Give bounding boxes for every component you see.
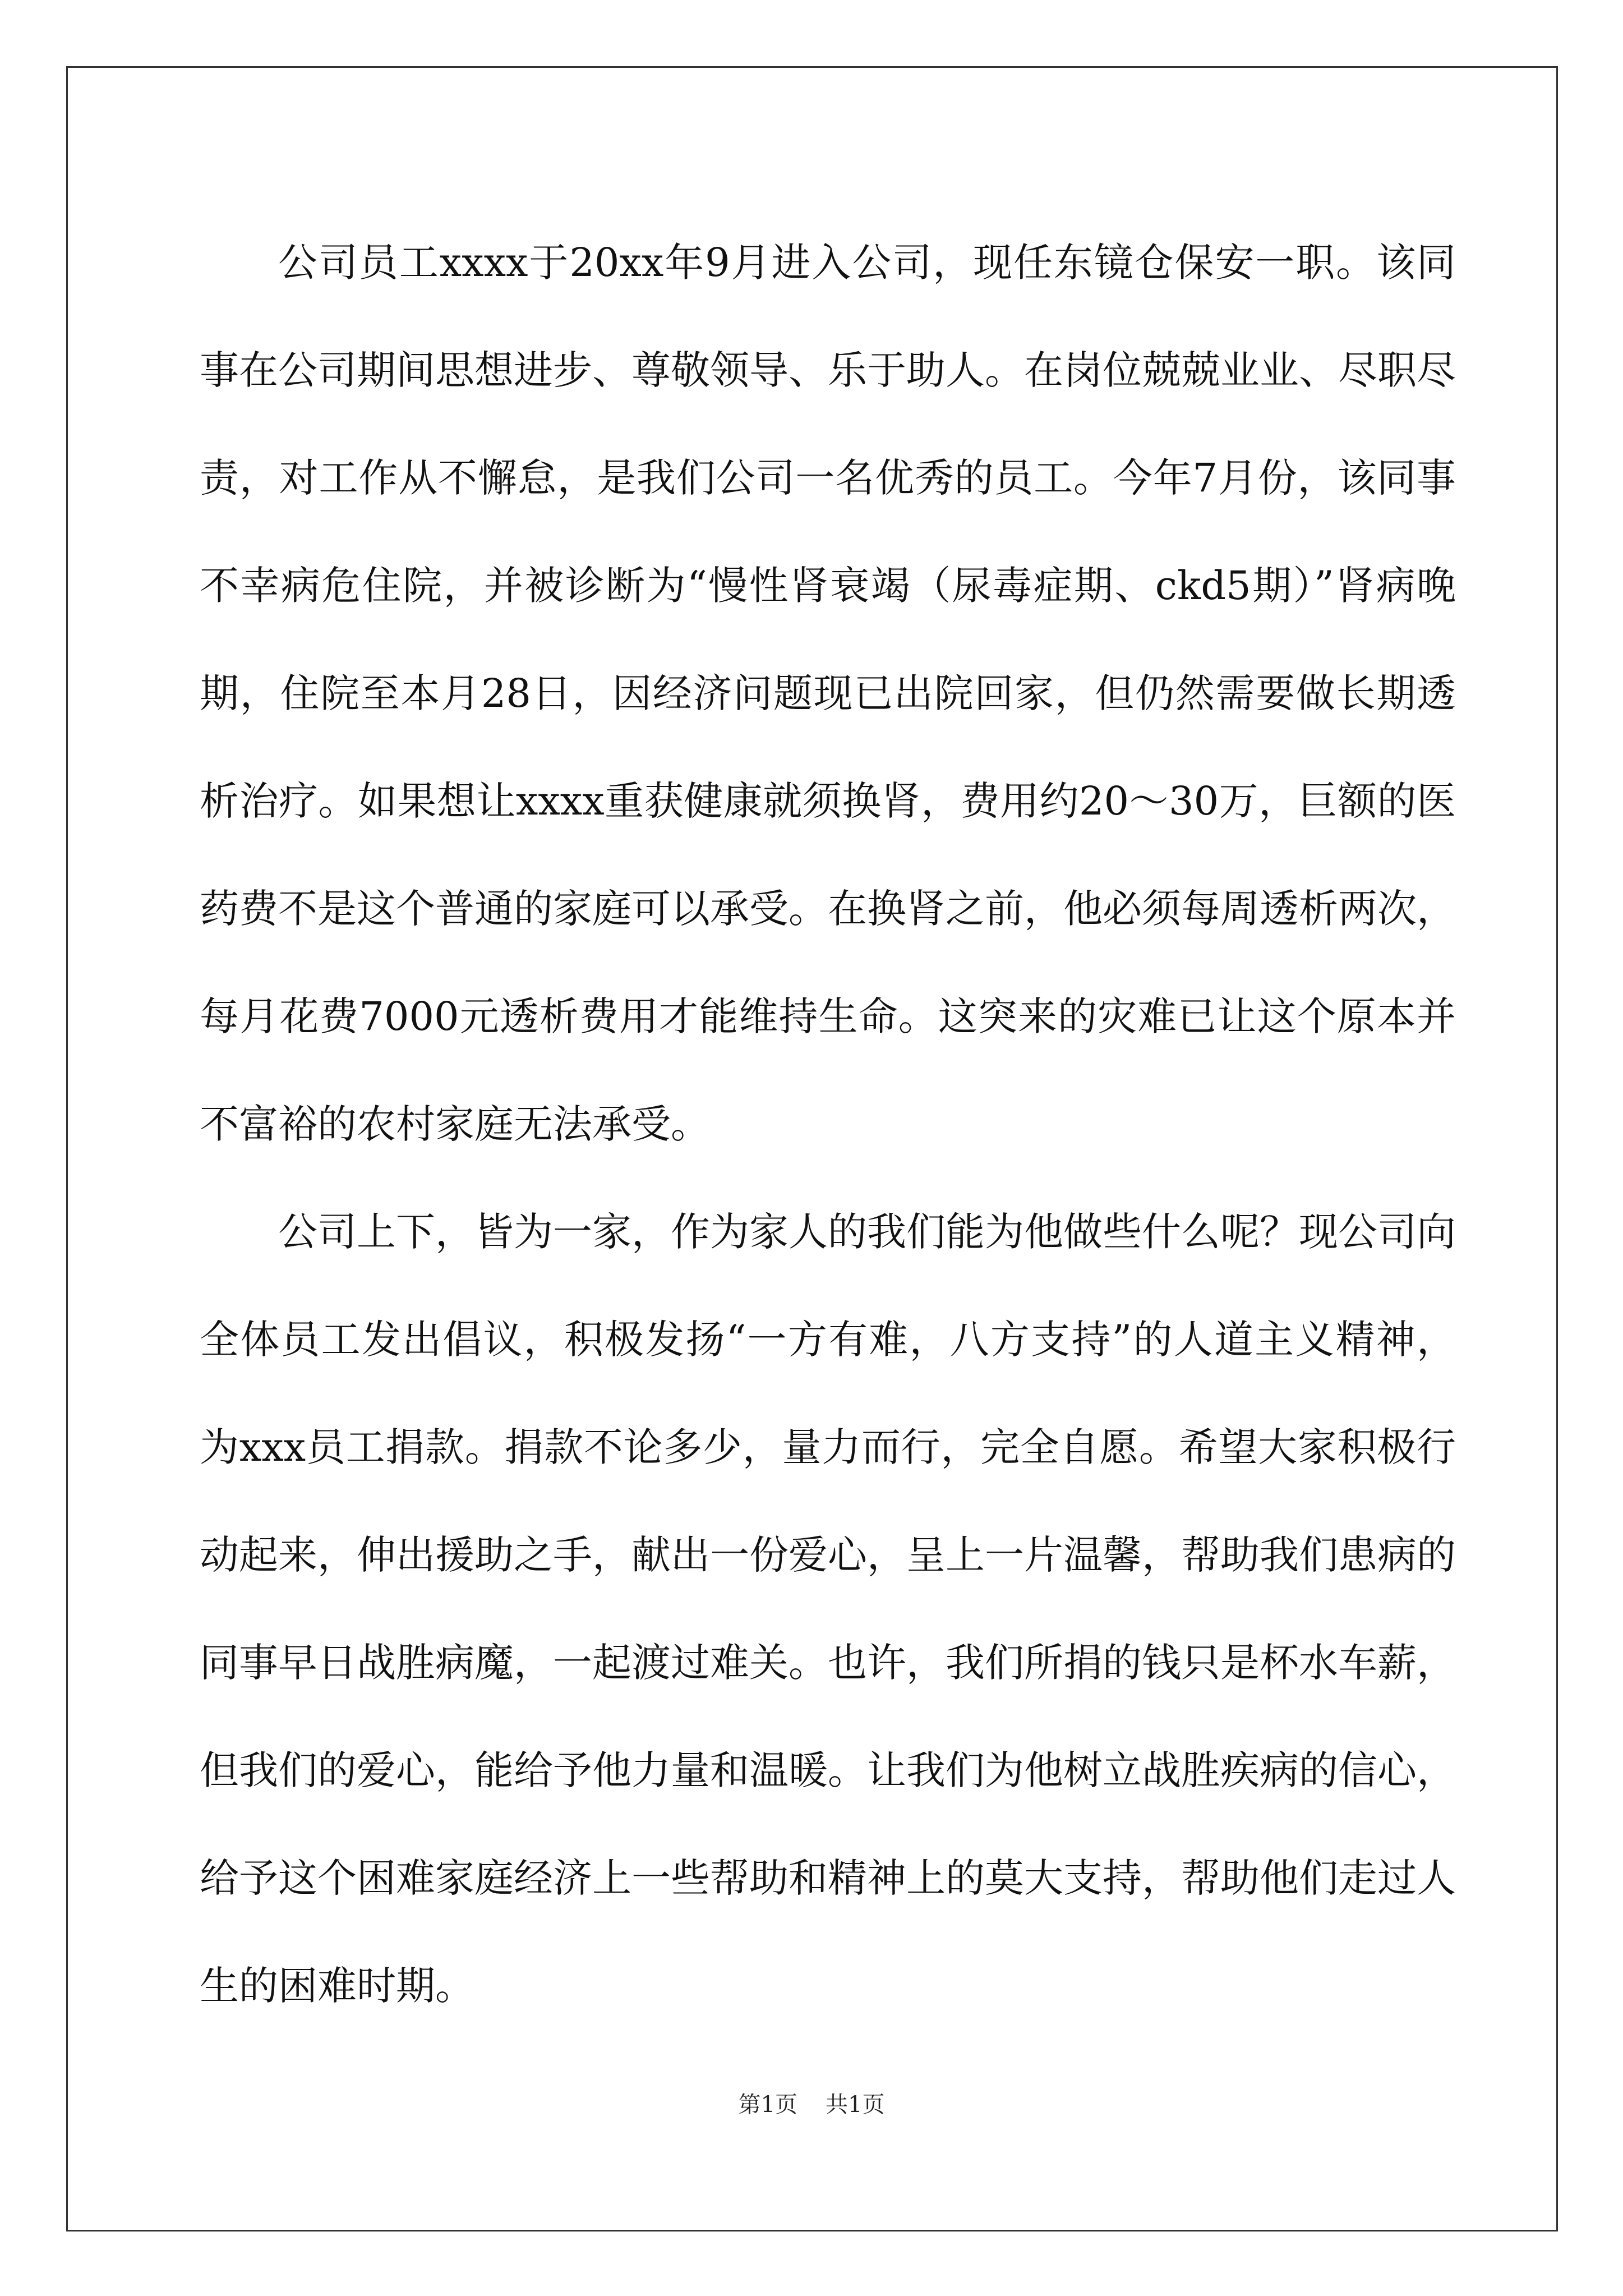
document-body: [200, 209, 1456, 2040]
paragraph-1: 公司员工xxxx于20xx年9月进入公司，现任东镜仓保安一职。该同事在公司期间思想进步、尊敬领导、乐于助人。在岗位兢兢业业、尽职尽责，对工作从不懈怠，是我们公司一名优秀的员工。今年7月份，该同事不幸病危住院，并被诊断为“慢性肾衰竭（尿毒症期、ckd5期）”肾病晚期，住院至本月28日，因经济问题现已出院回家，但仍然需要做长期透析治疗。如果想让xxxx重获健康就须换肾，费用约20～30万，巨额的医药费不是这个普通的家庭可以承受。在换肾之前，他必须每周透析两次，每月花费7000元透析费用才能维持生命。这突来的灾难已让这个原本并不富裕的农村家庭无法承受。: [200, 240, 1456, 1147]
page-total: 共1页: [826, 2092, 885, 2118]
page-footer: [0, 2088, 1623, 2122]
paragraph-2: 公司上下，皆为一家，作为家人的我们能为他做些什么呢？现公司向全体员工发出倡议，积极发扬“一方有难，八方支持”的人道主义精神，为xxx员工捐款。捐款不论多少，量力而行，完全自愿。希望大家积极行动起来，伸出援助之手，献出一份爱心，呈上一片温馨，帮助我们患病的同事早日战胜病魔，一起渡过难关。也许，我们所捐的钱只是杯水车薪，但我们的爱心，能给予他力量和温暖。让我们为他树立战胜疾病的信心，给予这个困难家庭经济上一些帮助和精神上的莫大支持，帮助他们走过人生的困难时期。: [200, 1209, 1456, 2009]
page-number: 第1页: [738, 2092, 797, 2118]
